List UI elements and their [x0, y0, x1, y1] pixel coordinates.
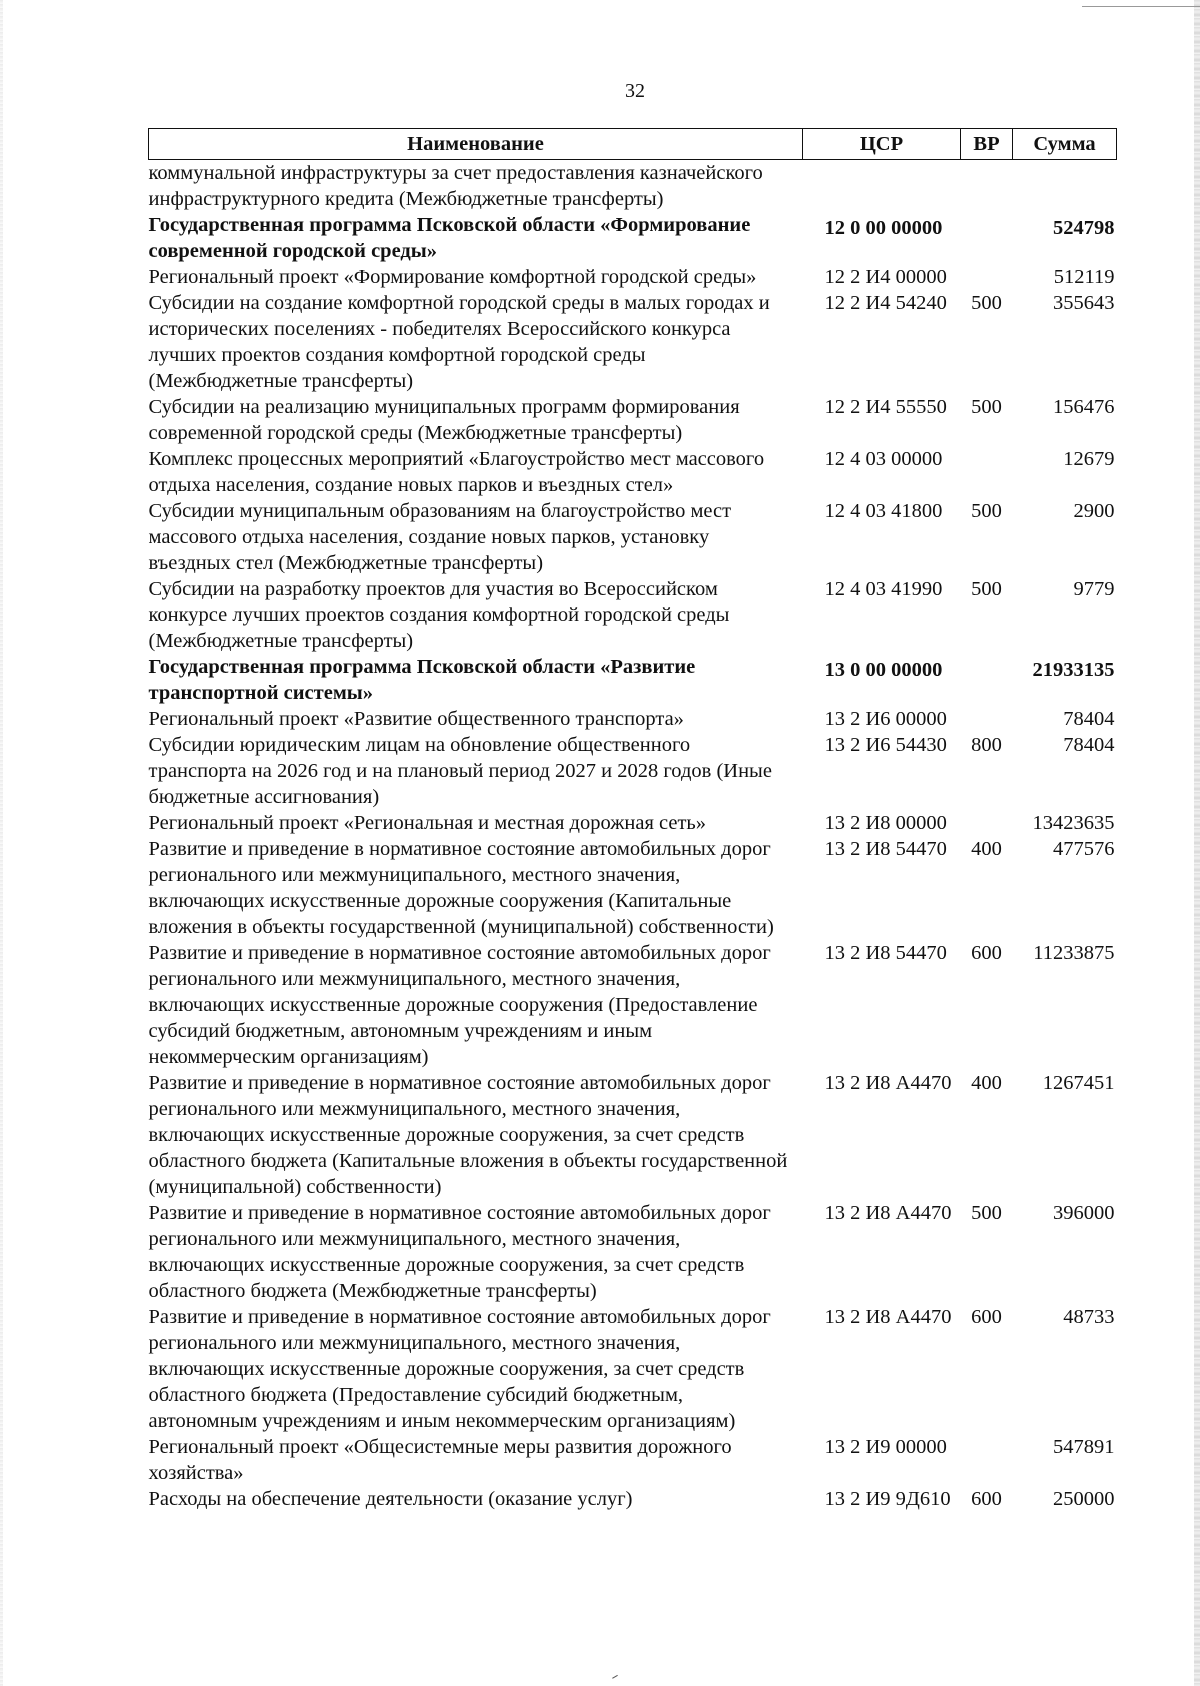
row-vr: 500 [971, 500, 1002, 522]
row-csr: 13 0 00 00000 [824, 659, 943, 681]
row-sum: 524798 [1053, 217, 1115, 239]
table-body [149, 160, 1117, 1513]
row-name: Развитие и приведение в нормативное состояние автомобильных дорог регионального или межмуниципального, местного значения, включающих искусственные дорожные сооружения, за счет средств областного бюджета (Предоставление субсидий бюджетным, автономным учреждениям и иным некоммерческим организациям) [148, 1306, 771, 1432]
table-row [149, 576, 1117, 654]
row-vr: 400 [971, 1072, 1002, 1094]
top-rule [1082, 6, 1200, 7]
table-row [149, 1070, 1117, 1200]
table-row [149, 290, 1117, 394]
row-sum: 13423635 [1032, 812, 1115, 834]
row-sum: 21933135 [1032, 659, 1115, 681]
table-row [149, 654, 1117, 706]
row-sum [1013, 160, 1117, 213]
row-vr [961, 446, 1013, 498]
row-vr: 800 [971, 734, 1002, 756]
row-name: Субсидии юридическим лицам на обновление общественного транспорта на 2026 год и на плановый период 2027 и 2028 годов (Иные бюджетные ассигнования) [148, 734, 772, 808]
row-name: Расходы на обеспечение деятельности (оказание услуг) [148, 1488, 633, 1510]
row-sum: 396000 [1053, 1202, 1115, 1224]
row-sum: 1267451 [1042, 1072, 1115, 1094]
table-row [149, 810, 1117, 836]
page-number: 32 [625, 80, 645, 102]
row-sum: 156476 [1053, 396, 1115, 418]
table-row [149, 1434, 1117, 1486]
row-vr [961, 810, 1013, 836]
row-name: Субсидии муниципальным образованиям на благоустройство мест массового отдыха населения, создание новых парков, установку въездных стел (Межбюджетные трансферты) [148, 500, 732, 574]
row-vr [961, 212, 1013, 264]
table-row [149, 1304, 1117, 1434]
row-vr [961, 160, 1013, 213]
row-csr: 13 2 И8 А4470 [824, 1202, 952, 1224]
table-row [149, 394, 1117, 446]
row-csr: 12 4 03 41990 [824, 578, 943, 600]
table-header-row [149, 129, 1117, 160]
row-csr: 13 2 И9 9Д610 [824, 1488, 951, 1510]
row-vr: 500 [971, 578, 1002, 600]
row-sum: 9779 [1073, 578, 1115, 600]
row-csr: 12 0 00 00000 [824, 217, 943, 239]
row-sum: 250000 [1053, 1488, 1115, 1510]
row-vr [961, 264, 1013, 290]
table-row [149, 160, 1117, 213]
header-csr: ЦСР [803, 129, 961, 160]
row-vr: 600 [971, 1306, 1002, 1328]
row-name: Региональный проект «Региональная и местная дорожная сеть» [148, 812, 707, 834]
row-name: Региональный проект «Общесистемные меры развития дорожного хозяйства» [148, 1436, 732, 1484]
row-csr: 13 2 И8 А4470 [824, 1072, 952, 1094]
scan-mark [612, 1675, 620, 1682]
table-row [149, 706, 1117, 732]
row-vr [961, 1434, 1013, 1486]
header-vr: ВР [961, 129, 1013, 160]
row-vr: 500 [971, 396, 1002, 418]
row-csr: 12 2 И4 00000 [824, 266, 947, 288]
table-row [149, 446, 1117, 498]
row-sum: 355643 [1053, 292, 1115, 314]
row-vr: 500 [971, 1202, 1002, 1224]
row-name: Комплекс процессных мероприятий «Благоустройство мест массового отдыха населения, создание новых парков и въездных стел» [148, 448, 765, 496]
row-name: Субсидии на реализацию муниципальных программ формирования современной городской среды (Межбюджетные трансферты) [148, 396, 740, 444]
row-vr: 400 [971, 838, 1002, 860]
row-sum: 48733 [1063, 1306, 1115, 1328]
row-name: Государственная программа Псковской области «Развитие транспортной системы» [148, 656, 696, 704]
row-csr: 12 4 03 00000 [824, 448, 943, 470]
row-name: Региональный проект «Формирование комфортной городской среды» [148, 266, 757, 288]
row-sum: 477576 [1053, 838, 1115, 860]
row-sum: 2900 [1073, 500, 1115, 522]
budget-table [148, 128, 1117, 1512]
row-sum: 11233875 [1033, 942, 1115, 964]
row-vr: 600 [971, 942, 1002, 964]
row-csr: 13 2 И8 54470 [824, 838, 947, 860]
row-vr [961, 654, 1013, 706]
table-row [149, 1200, 1117, 1304]
row-csr: 13 2 И8 00000 [824, 812, 947, 834]
table-row [149, 1486, 1117, 1512]
row-csr: 13 2 И6 54430 [824, 734, 947, 756]
row-name: Субсидии на разработку проектов для участия во Всероссийском конкурсе лучших проектов создания комфортной городской среды (Межбюджетные трансферты) [148, 578, 730, 652]
row-csr: 12 2 И4 55550 [824, 396, 947, 418]
row-sum: 78404 [1063, 708, 1115, 730]
row-vr [961, 706, 1013, 732]
table-row [149, 836, 1117, 940]
header-name: Наименование [149, 129, 803, 160]
row-csr: 13 2 И9 00000 [824, 1436, 947, 1458]
row-csr: 12 2 И4 54240 [824, 292, 947, 314]
table-row [149, 732, 1117, 810]
row-name: Развитие и приведение в нормативное состояние автомобильных дорог регионального или межмуниципального, местного значения, включающих искусственные дорожные сооружения (Капитальные вложения в объекты государственной (муниципальной) собственности) [148, 838, 774, 938]
table-row [149, 264, 1117, 290]
row-sum: 512119 [1053, 266, 1115, 288]
row-sum: 547891 [1053, 1436, 1115, 1458]
row-name: Развитие и приведение в нормативное состояние автомобильных дорог регионального или межмуниципального, местного значения, включающих искусственные дорожные сооружения, за счет средств областного бюджета (Межбюджетные трансферты) [148, 1202, 771, 1302]
row-name: Развитие и приведение в нормативное состояние автомобильных дорог регионального или межмуниципального, местного значения, включающих искусственные дорожные сооружения, за счет средств областного бюджета (Капитальные вложения в объекты государственной (муниципальной) собственности) [148, 1072, 788, 1198]
scan-edge-right [1194, 0, 1200, 1686]
row-name: коммунальной инфраструктуры за счет предоставления казначейского инфраструктурного кредита (Межбюджетные трансферты) [148, 162, 763, 210]
row-name: Развитие и приведение в нормативное состояние автомобильных дорог регионального или межмуниципального, местного значения, включающих искусственные дорожные сооружения (Предоставление субсидий бюджетным, автономным учреждениям и иным некоммерческим организациям) [148, 942, 771, 1068]
row-csr: 13 2 И6 00000 [824, 708, 947, 730]
row-sum: 78404 [1063, 734, 1115, 756]
scan-edge-left [0, 0, 3, 1686]
row-csr [803, 160, 961, 213]
table-row [149, 498, 1117, 576]
row-csr: 13 2 И8 А4470 [824, 1306, 952, 1328]
table-row [149, 940, 1117, 1070]
row-vr: 500 [971, 292, 1002, 314]
row-name: Региональный проект «Развитие общественного транспорта» [148, 708, 684, 730]
row-sum: 12679 [1063, 448, 1115, 470]
row-csr: 13 2 И8 54470 [824, 942, 947, 964]
row-csr: 12 4 03 41800 [824, 500, 943, 522]
row-name: Государственная программа Псковской области «Формирование современной городской среды» [148, 214, 751, 262]
row-vr: 600 [971, 1488, 1002, 1510]
header-sum: Сумма [1013, 129, 1117, 160]
table-row [149, 212, 1117, 264]
row-name: Субсидии на создание комфортной городской среды в малых городах и исторических поселениях - победителях Всероссийского конкурса лучших проектов создания комфортной городской среды (Межбюджетные трансферты) [148, 292, 770, 392]
